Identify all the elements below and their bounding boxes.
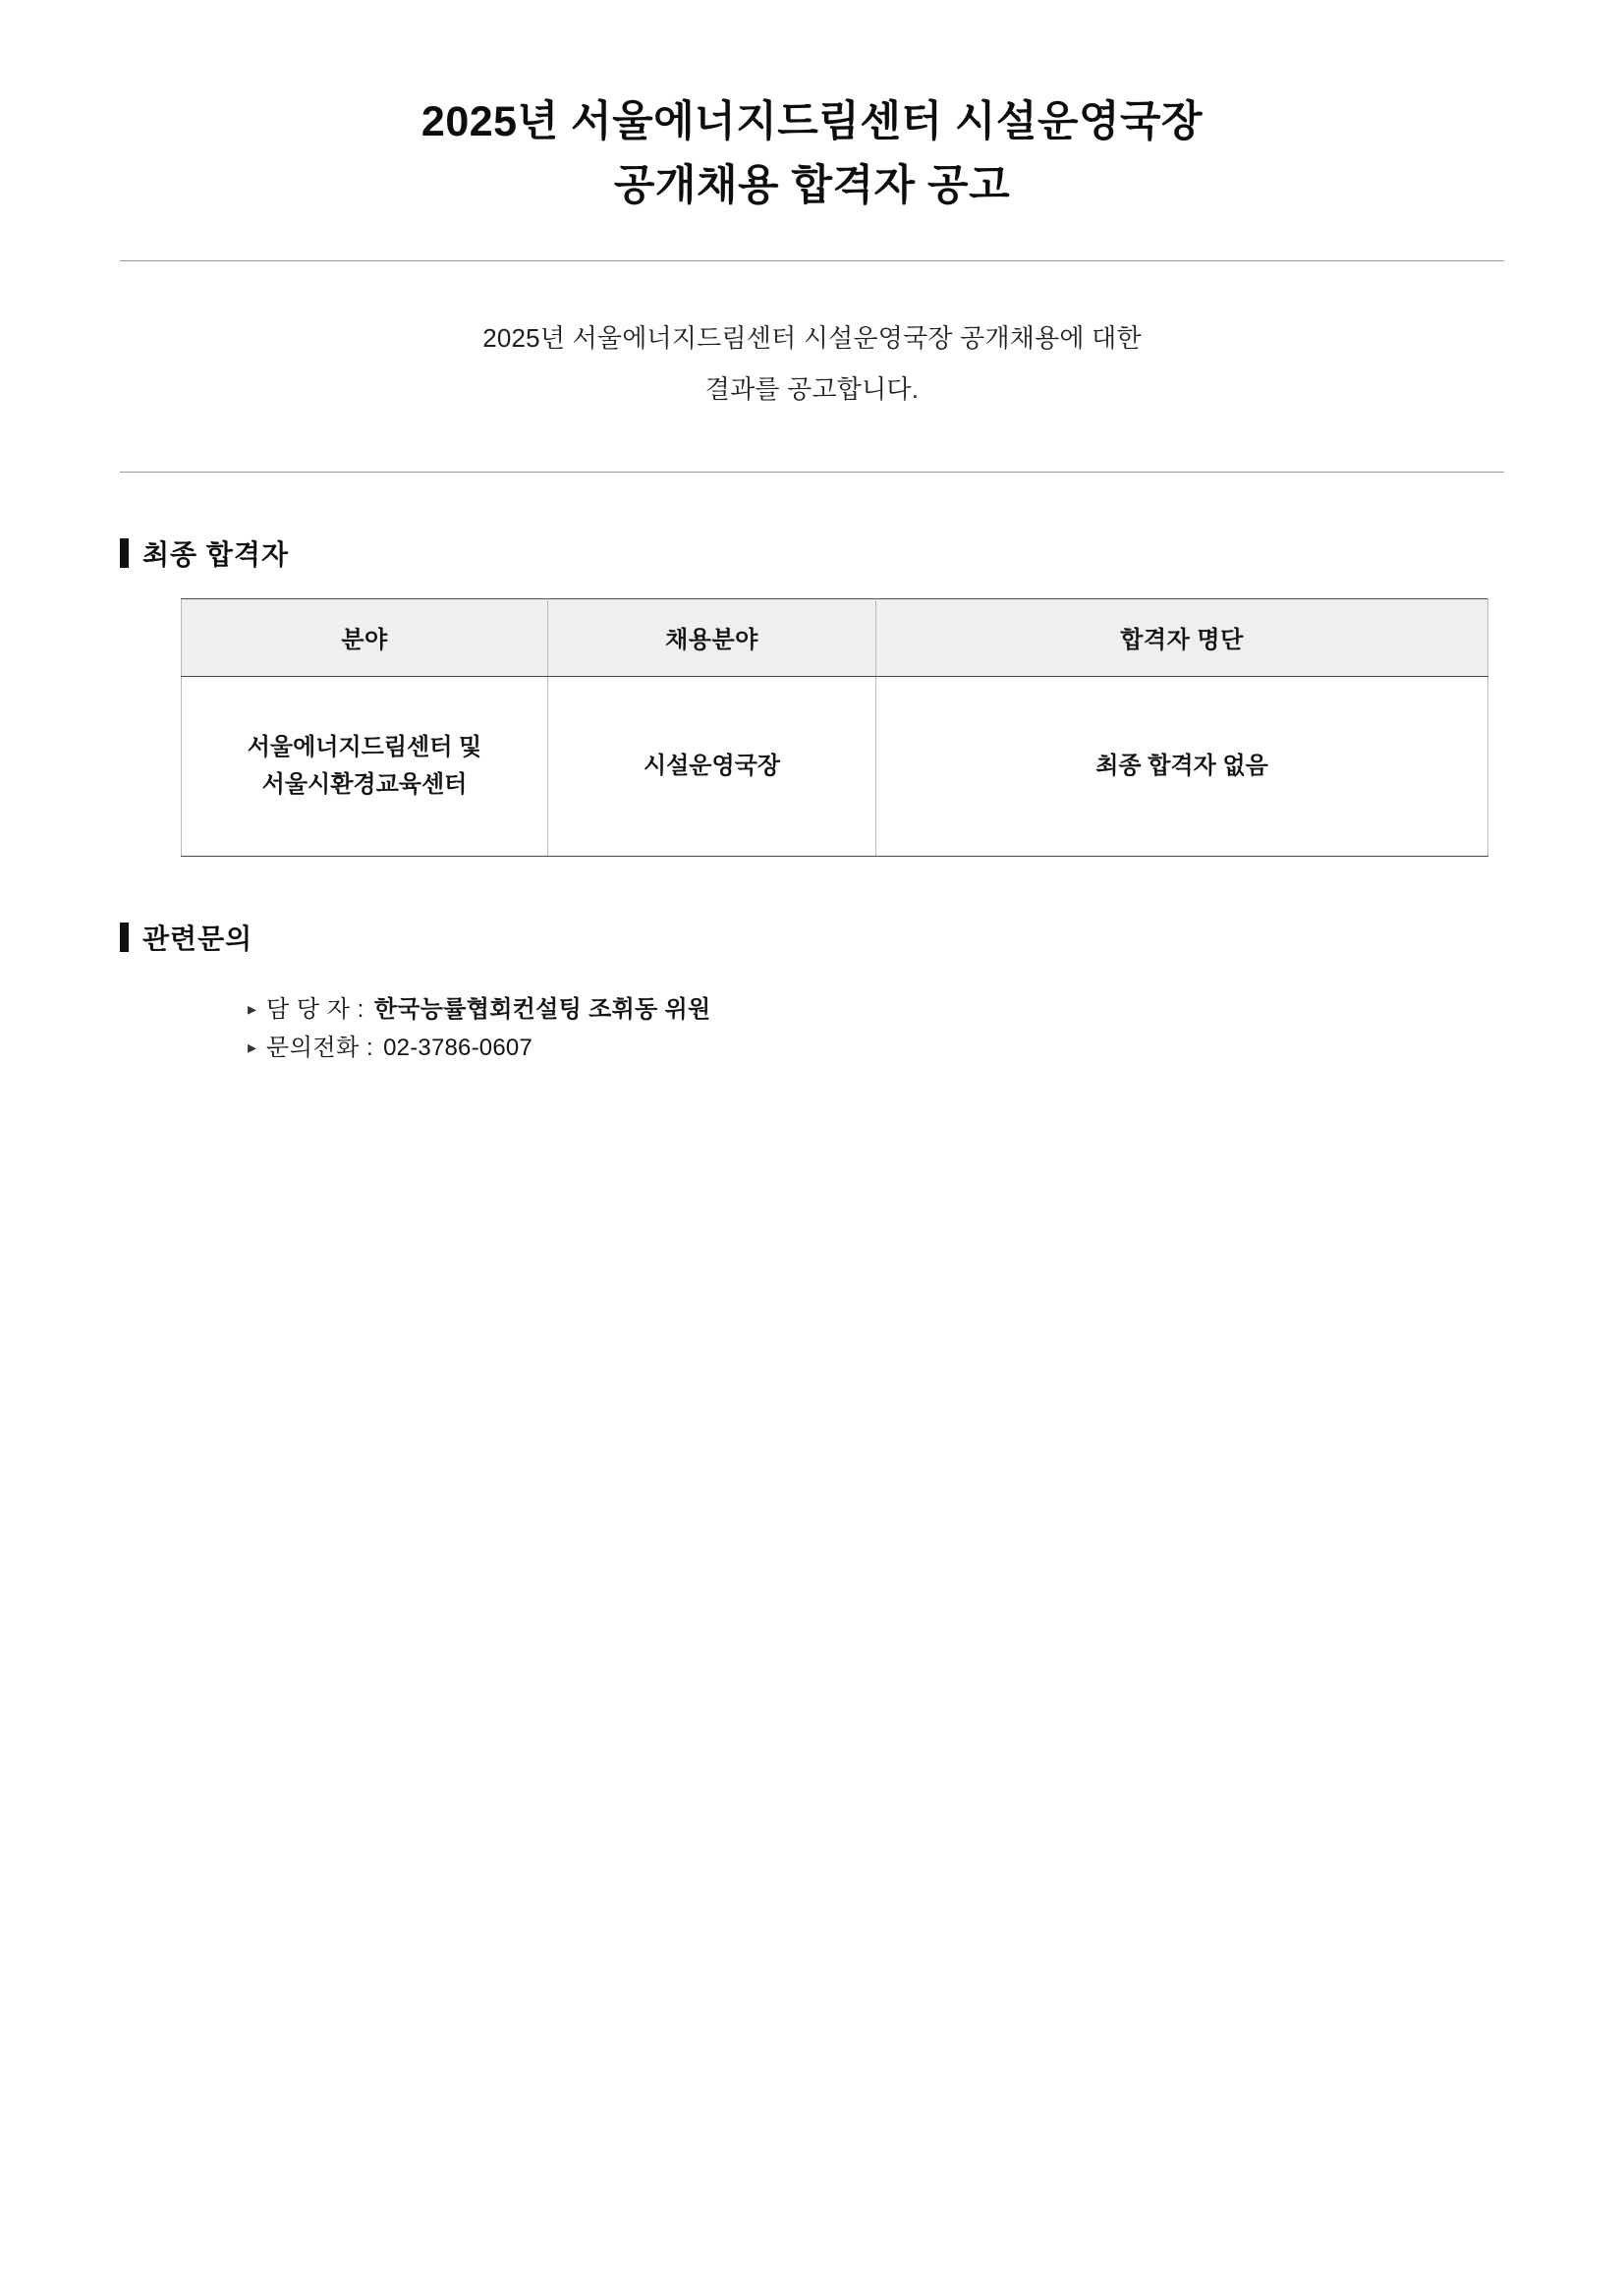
section-final-successful-applicants	[120, 533, 1504, 857]
table-row	[182, 676, 1488, 856]
heading-bar-icon	[120, 538, 129, 568]
cell-position: 시설운영국장	[548, 676, 876, 856]
triangle-bullet-icon: ▸	[248, 998, 257, 1019]
contact-value-manager: 한국능률협회컨설팅 조휘동 위원	[373, 995, 711, 1023]
divider-bottom	[120, 472, 1504, 473]
section-heading-final	[120, 533, 1504, 573]
section-heading-inquiries	[120, 918, 1504, 957]
column-header-position: 채용분야	[548, 598, 876, 676]
intro-line-1: 2025년 서울에너지드림센터 시설운영국장 공개채용에 대한	[482, 322, 1142, 353]
cell-field-line-1: 서울에너지드림센터 및	[247, 733, 482, 760]
cell-result: 최종 합격자 없음	[876, 676, 1488, 856]
result-table-wrapper	[120, 598, 1504, 857]
cell-field-line-2: 서울시환경교육센터	[261, 770, 468, 798]
contact-label-manager: 담 당 자 :	[266, 995, 364, 1023]
page-title	[120, 0, 1504, 219]
title-line-1: 2025년 서울에너지드림센터 시설운영국장	[420, 98, 1204, 145]
title-line-2: 공개채용 합격자 공고	[613, 162, 1011, 210]
contact-value-phone: 02-3786-0607	[383, 1035, 532, 1062]
contact-label-phone: 문의전화 :	[266, 1035, 374, 1062]
section-inquiries	[120, 918, 1504, 1068]
result-table	[181, 598, 1488, 857]
heading-bar-icon	[120, 923, 129, 952]
column-header-result: 합격자 명단	[876, 598, 1488, 676]
cell-field	[182, 676, 548, 856]
column-header-field: 분야	[182, 598, 548, 676]
section-heading-label: 관련문의	[142, 923, 253, 954]
intro-paragraph	[120, 261, 1504, 415]
list-item	[248, 1029, 1504, 1068]
contact-list	[120, 990, 1504, 1068]
section-heading-label: 최종 합격자	[142, 538, 290, 570]
intro-line-2: 결과를 공고합니다.	[704, 373, 920, 404]
triangle-bullet-icon: ▸	[248, 1037, 257, 1058]
list-item	[248, 990, 1504, 1030]
table-header-row	[182, 598, 1488, 676]
